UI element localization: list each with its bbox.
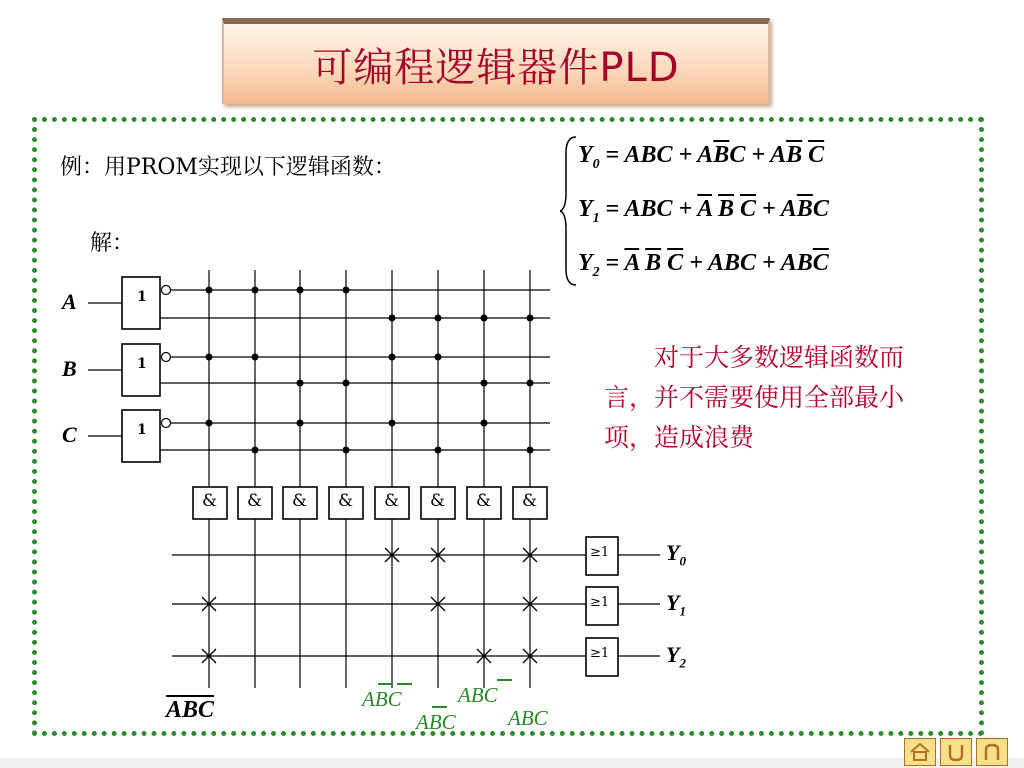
solution-label: 解：	[90, 231, 135, 256]
input-label-c: C	[62, 422, 77, 447]
minterm-label-1: ABC	[362, 687, 402, 711]
equation-y1: $Y_1$ = ABC + $\overline{A}$ $\overline{B}$ $\overline{C} + A\overline{B}C$	[578, 196, 829, 226]
minterm-label-4: ABC	[508, 706, 548, 730]
equation-y2: $Y_2 = \overline{A}$ $\overline{B}$ $\overline{C}$ + ABC + $AB\overline{C}$	[578, 250, 829, 280]
or-gate-y0: ≥1	[590, 545, 610, 560]
back-button[interactable]	[940, 738, 972, 766]
and-gate-8: &	[522, 491, 538, 511]
and-gate-6: &	[430, 491, 446, 511]
inverter-a-label: 1	[137, 289, 147, 305]
intro-text: 例：用PROM实现以下逻辑函数：	[60, 155, 396, 180]
and-gate-2: &	[247, 491, 263, 511]
return-button[interactable]	[976, 738, 1008, 766]
and-gate-1: &	[202, 491, 218, 511]
inverter-b-label: 1	[137, 356, 147, 372]
or-gate-y1: ≥1	[590, 595, 610, 610]
waste-note: 对于大多数逻辑函数而言，并不需要使用全部最小项，造成浪费	[604, 343, 905, 452]
back-icon	[945, 742, 967, 762]
minterm-first: $\overline{ABC}$	[166, 697, 215, 723]
output-label-y0: $Y_0$	[666, 540, 686, 569]
minterm-label-3: ABC	[458, 683, 498, 707]
inverter-c-label: 1	[137, 422, 147, 438]
equation-y0: $Y_0$ = ABC + $A\overline{B}C + A\overline{B}$ $\overline{C}$	[578, 142, 825, 172]
and-gate-4: &	[338, 491, 354, 511]
and-gate-5: &	[384, 491, 400, 511]
input-label-b: B	[62, 356, 77, 381]
input-label-a: A	[62, 289, 77, 314]
page-title: 可编程逻辑器件PLD	[312, 45, 680, 91]
and-gate-7: &	[476, 491, 492, 511]
output-label-y2: $Y_2$	[666, 642, 686, 671]
output-label-y1: $Y_1$	[666, 590, 686, 619]
home-icon	[909, 742, 931, 762]
or-gate-y2: ≥1	[590, 646, 610, 661]
home-button[interactable]	[904, 738, 936, 766]
minterm-label-2: ABC	[416, 710, 456, 734]
return-icon	[981, 742, 1003, 762]
and-gate-3: &	[292, 491, 308, 511]
bottom-strip	[0, 758, 1024, 768]
